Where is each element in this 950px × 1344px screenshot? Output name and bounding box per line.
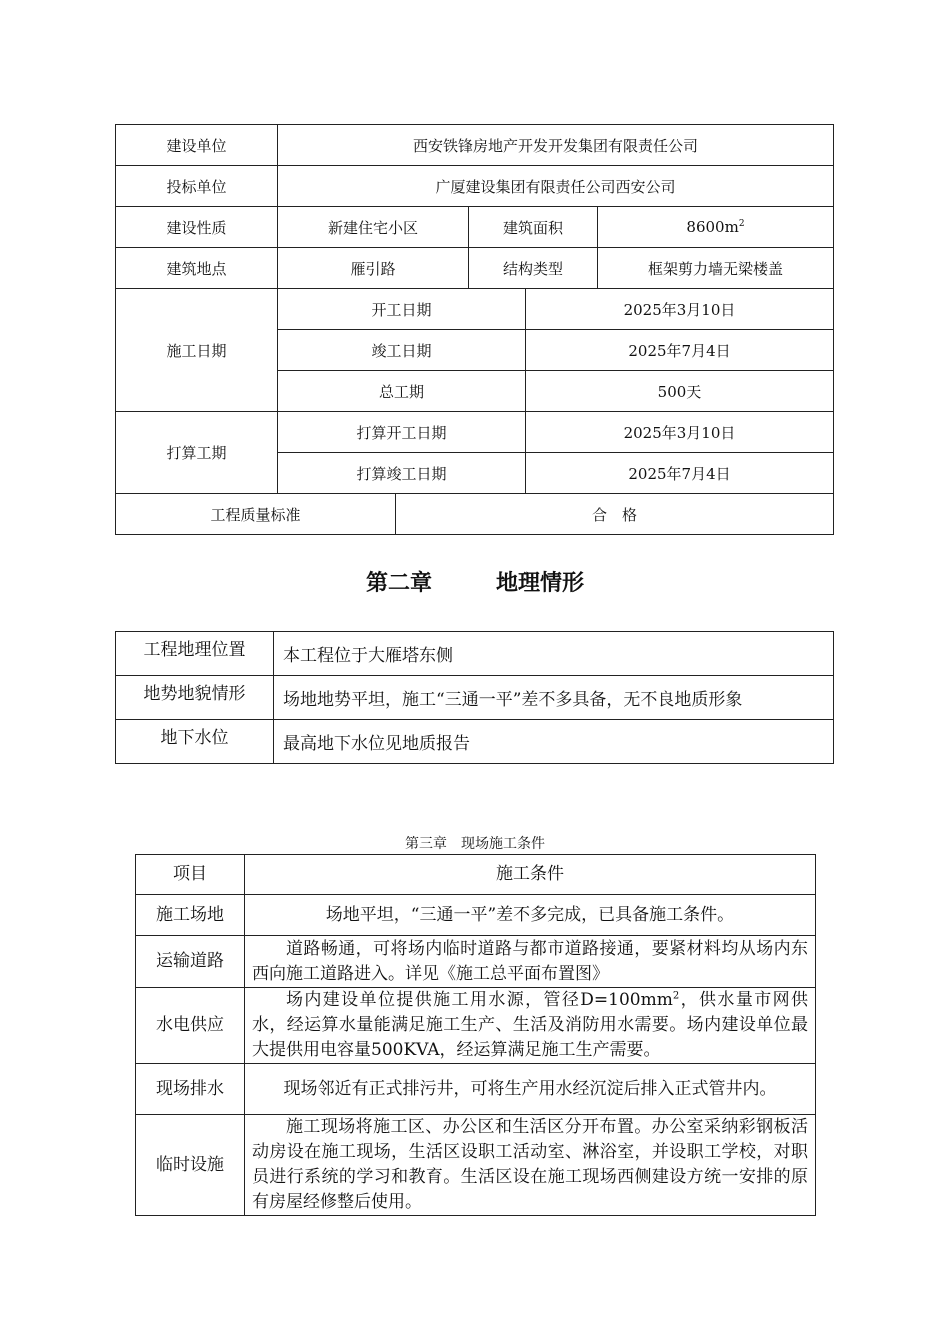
area-label: 建筑面积 <box>469 207 598 248</box>
area-number: 8600m <box>686 218 739 236</box>
total-duration-value: 500天 <box>526 371 834 412</box>
table-row <box>116 676 834 720</box>
planned-start-label: 打算开工日期 <box>278 412 526 453</box>
planned-start-value: 2025年3月10日 <box>526 412 834 453</box>
utility-text-exponent: 2 <box>672 990 680 1002</box>
start-date-value: 2025年3月10日 <box>526 289 834 330</box>
table-row <box>116 412 834 453</box>
road-text: 道路畅通，可将场内临时道路与都市道路接通，要紧材料均从场内东西向施工道路进入。详见《施工总平面布置图》 <box>245 936 816 988</box>
drainage-text: 现场邻近有正式排污井，可将生产用水经沉淀后排入正式管井内。 <box>245 1064 816 1115</box>
utility-text <box>245 988 816 1064</box>
nature-label: 建设性质 <box>116 207 278 248</box>
geo-location-value: 本工程位于大雁塔东侧 <box>274 632 834 676</box>
utility-label: 水电供应 <box>136 988 245 1064</box>
header-item: 项目 <box>136 855 245 895</box>
area-unit-exponent: 2 <box>738 219 745 229</box>
utility-text-part-2: ，供水量市网供水，经运算水量能满足施工生产、生活及消防用水需要。场内建设单位最大提供用电容量500KVA，经运算满足施工生产需要。 <box>252 990 809 1060</box>
project-info-table <box>115 124 834 535</box>
header-condition: 施工条件 <box>245 855 816 895</box>
chapter-2-title: 地理情形 <box>496 571 585 596</box>
planned-finish-label: 打算竣工日期 <box>278 453 526 494</box>
terrain-value: 场地地势平坦，施工“三通一平”差不多具备，无不良地质形象 <box>274 676 834 720</box>
table-row <box>116 248 834 289</box>
site-label: 施工场地 <box>136 895 245 936</box>
bidder-value: 广厦建设集团有限责任公司西安公司 <box>278 166 834 207</box>
schedule-label: 施工日期 <box>116 289 278 412</box>
temporary-facilities-text: 施工现场将施工区、办公区和生活区分开布置。办公室采纳彩钢板活动房设在施工现场，生活区设职工活动室、淋浴室，并设职工学校，对职员进行系统的学习和教育。生活区设在施工现场西侧建设方统一安排的原有房屋经修整后使用。 <box>245 1115 816 1216</box>
site-conditions-table <box>135 854 816 1216</box>
site-text: 场地平坦，“三通一平”差不多完成，已具备施工条件。 <box>245 895 816 936</box>
table-row <box>116 494 834 535</box>
finish-date-label: 竣工日期 <box>278 330 526 371</box>
location-label: 建筑地点 <box>116 248 278 289</box>
table-row <box>116 289 834 330</box>
table-row <box>136 1115 816 1216</box>
geography-table <box>115 631 834 764</box>
drainage-label: 现场排水 <box>136 1064 245 1115</box>
table-row <box>136 988 816 1064</box>
owner-value: 西安铁锋房地产开发开发集团有限责任公司 <box>278 125 834 166</box>
structure-value: 框架剪力墙无梁楼盖 <box>598 248 834 289</box>
table-row <box>136 1064 816 1115</box>
chapter-3-caption: 第三章 现场施工条件 <box>405 836 545 852</box>
structure-label: 结构类型 <box>469 248 598 289</box>
owner-label: 建设单位 <box>116 125 278 166</box>
table-row <box>136 855 816 895</box>
groundwater-label: 地下水位 <box>116 720 274 764</box>
table-row <box>116 166 834 207</box>
table-row <box>136 936 816 988</box>
start-date-label: 开工日期 <box>278 289 526 330</box>
quality-standard-value: 合 格 <box>396 494 834 535</box>
chapter-2-number: 第二章 <box>365 571 432 596</box>
nature-value: 新建住宅小区 <box>278 207 469 248</box>
finish-date-value: 2025年7月4日 <box>526 330 834 371</box>
chapter-2-heading <box>0 566 950 597</box>
table-row <box>116 720 834 764</box>
terrain-label: 地势地貌情形 <box>116 676 274 720</box>
road-label: 运输道路 <box>136 936 245 988</box>
geo-location-label: 工程地理位置 <box>116 632 274 676</box>
temporary-facilities-label: 临时设施 <box>136 1115 245 1216</box>
bidder-label: 投标单位 <box>116 166 278 207</box>
quality-standard-label: 工程质量标准 <box>116 494 396 535</box>
table-row <box>136 895 816 936</box>
area-value <box>598 207 834 248</box>
table-row <box>116 207 834 248</box>
planned-finish-value: 2025年7月4日 <box>526 453 834 494</box>
groundwater-value: 最高地下水位见地质报告 <box>274 720 834 764</box>
planned-schedule-label: 打算工期 <box>116 412 278 494</box>
location-value: 雁引路 <box>278 248 469 289</box>
table-row <box>116 632 834 676</box>
utility-text-part-1: 场内建设单位提供施工用水源，管径D=100mm <box>286 990 673 1010</box>
total-duration-label: 总工期 <box>278 371 526 412</box>
table-row <box>116 125 834 166</box>
